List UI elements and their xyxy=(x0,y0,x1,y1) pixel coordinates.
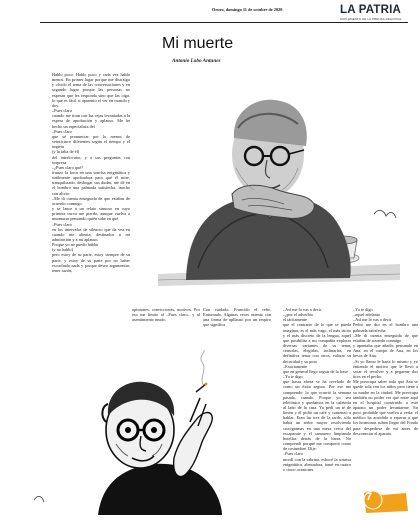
paragraph: que sé pronunciar por lo menos de veinticinco diferentes según el tiempo y el impetu xyxy=(52,133,130,150)
paragraph: –Así me lo vas a decir xyxy=(353,317,392,323)
paragraph: Con cuidado. Fruncido el ceño. Entornado. Algunas veces asiento con una forma de apllauso por un respiro que significa xyxy=(203,307,271,328)
paragraph: –Pues claro xyxy=(52,221,72,227)
paragraph: –Así me lo vas a decir xyxy=(283,307,322,312)
paragraph: mordí con la sabrina, esbocé la sonrisa enigmática, alentadora, tomé en cuatro o cinco ocasiones xyxy=(283,456,351,472)
article-column-2 xyxy=(132,307,200,343)
paragraph: –Me di cuenta enseguida de que estabas de acuerdo conmigo xyxy=(52,195,130,206)
portrait-illustration-top xyxy=(138,68,408,304)
article-column-5 xyxy=(353,307,418,493)
header-rule xyxy=(40,22,408,23)
paragraph: y se lance a un relato sinuoso en cuyo primera curva me pierdo, aunque vuelva a murmurar pensando quién sabe en qué xyxy=(52,206,130,222)
page-number: 7 xyxy=(366,491,373,503)
paragraph: Hablo poco. Hablo poco y cada vez hablo menos. En primer lugar porque me distraigo y olvido el tema de las conversaciones y en segundo lugar porque las personas no esperan que les responda sino que las oiga, lo que es fácil si aparento el ver en cuando y doy. xyxy=(52,72,130,108)
paragraph: –Pues claro xyxy=(52,128,72,134)
newspaper-logo[interactable] xyxy=(340,4,406,21)
section-label: Domingo xyxy=(377,475,382,494)
article-column-3 xyxy=(203,307,271,343)
portrait-illustration-bottom xyxy=(28,350,270,515)
paragraph: que hasta ahora se ha revelado de como un éxito seguro. Por ese me comprendo: lo que ocurrió la semana pasada, cuando. Porque yo sea telefónico y quedamos en la cafetería al lado de la casa. Yo pedí un té de limón y él pidió un café y comenzó a hablar. Eran las tres de la tarde, sólo había un señor mayor resolviendo crucigramas en una mesa cerca del escaparate y el camarero limpiando botellas detrás de la barra. No comprendí porqué me comportó como de costumbre. Dije: xyxy=(283,379,351,452)
paragraph: el tácitamente xyxy=(283,317,307,323)
paragraph: Porque yo no puedo hablar xyxy=(52,242,99,248)
paragraph: –Ya te digo xyxy=(353,307,373,312)
paragraph: opiniones, convicciones, motivos. Por eso me limito al –Pues claro– y al asentimiento mudo. xyxy=(132,307,200,323)
paragraph: –aquel adelanto xyxy=(353,312,381,318)
paragraph: –Ya te digo xyxy=(283,374,303,380)
paragraph: –Pues claro xyxy=(52,108,72,114)
paragraph: –Me di cuenta enseguida de que estabas de acuerdo conmigo xyxy=(353,332,418,343)
article-column-4 xyxy=(283,307,351,504)
paragraph: –Si yo llamo le haría lo mismo y yo entiendo el motivo que le llevó a sacar el revolver y a pegarme dos tiros en el pecho. xyxy=(353,358,418,380)
paragraph: Me preocupa saber todo que Ana se quede sola con los niños pero tiene a su madre en la ciudad. Me preocupa también no poder ver que entre aquí en el hospital construido a esté aparato un poder levantarme. En poco probable que vuelva a verla: el médico ha acuidido a esperar a que los hormonas suben llegar del Fondo para despedirse de mi antes de desconectar el aparato. xyxy=(353,379,418,436)
article-column-1 xyxy=(52,72,130,343)
paragraph: –¿por el adverbio xyxy=(283,312,314,318)
paragraph: del interlocutor, y a sus preguntas con sorpresa xyxy=(52,154,130,165)
paragraph: –Pues claro xyxy=(283,451,303,457)
article-byline: Antonio Lobo Antunes xyxy=(172,58,221,64)
paragraph: pero estoy de su parte, estoy siempre de su parte, y estoy de su parte por no haber escuchado nada y porque deseo argumentar, tener razón, xyxy=(52,252,130,273)
paragraph: (y no hablo) xyxy=(52,247,74,253)
paragraph: que el contrario de lo que se pueda imaginar, es el más vago, el más tácito y el más discreto de la lengua, aquel que posibilita a mi compañía explorar diversas variantes de su tema, cernirlas, elegirlas, inclinarlas, en definitiva tenar con otros, valorar su decoridad y su poso xyxy=(283,322,351,364)
article-title: Mi muerte xyxy=(162,35,234,52)
paragraph: en los intervalos de silencio que da vez en cuando me alienta, destinados a mi admiración y a mi aplauso. xyxy=(52,226,130,242)
paragraph: frunzo la boca en una sonrisa enigmática y sutilmente aprobadora para qué él mire, tranquilizado, desbogar sus dudas, me dé en el hombro una palmada satisfecha, inoche con alivio: xyxy=(52,169,130,196)
paragraph: (y la falta de él) xyxy=(52,149,80,155)
logo-name: LA PATRIA xyxy=(340,4,401,16)
paragraph: –Exactamente xyxy=(283,363,308,369)
paragraph: cuando me tiran con las cejas levantadas a la espera de aprobación y aplauso. Me he hecho un especialista del xyxy=(52,113,130,129)
paragraph: Pedro me dio en el hombro una palmada satisfecha xyxy=(353,322,418,333)
paragraph: y apuntaba que añadir, pensando en Ana, en el cuerpo de Ana, en los besos de Ana. xyxy=(353,343,418,359)
paragraph: que en general llego seguir de la frase xyxy=(283,368,349,374)
logo-tagline: SUPLEMENTO DE LA PRENSA REGIONAL xyxy=(340,17,402,21)
paragraph: –¿Pues claro qué? xyxy=(52,164,84,170)
header-date: Oruro, domingo 11 de octubre de 2020 xyxy=(212,7,283,12)
